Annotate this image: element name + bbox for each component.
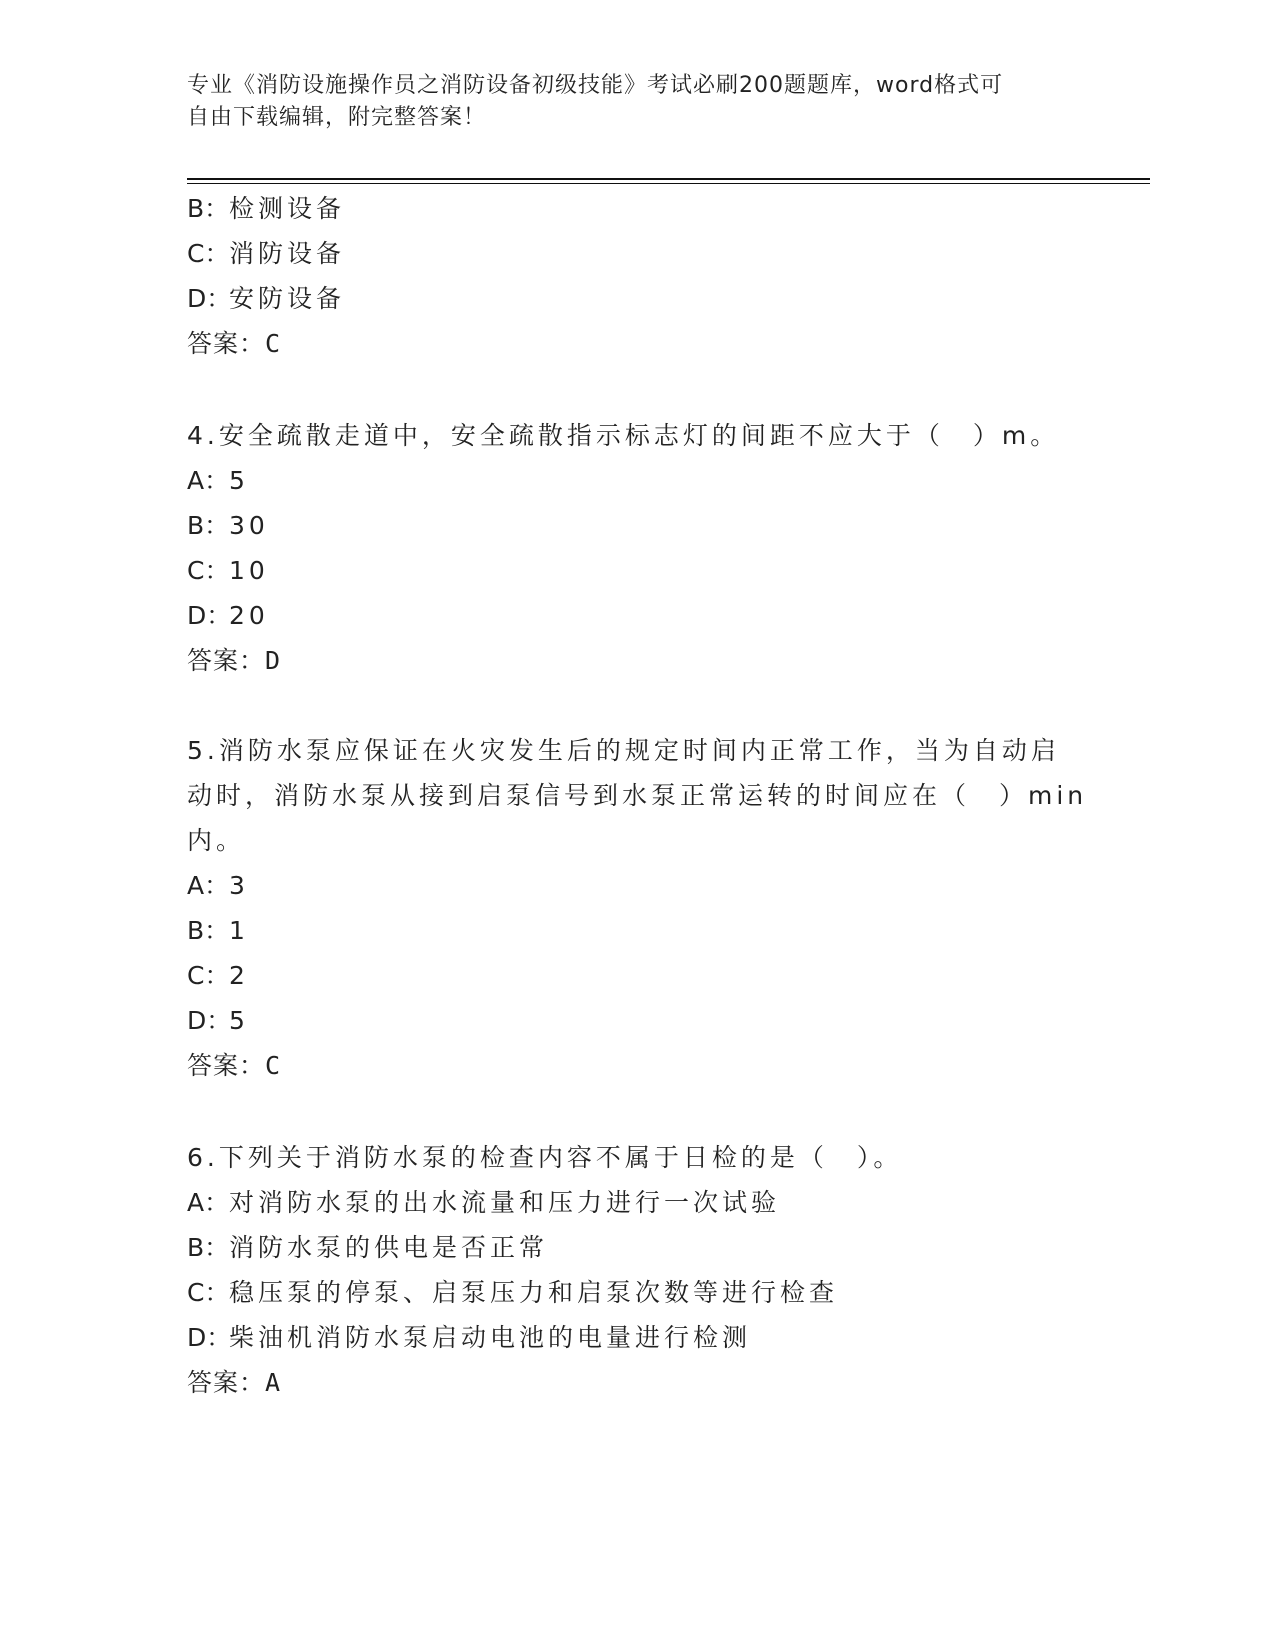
option-key: A： (187, 466, 230, 495)
option-key: B： (187, 916, 230, 945)
option-key: D： (187, 1006, 232, 1035)
option-key: C： (187, 1278, 230, 1307)
option-key: B： (187, 511, 230, 540)
q3-option-c (187, 238, 345, 270)
q6-option-c (187, 1277, 838, 1309)
q5-option-c (187, 960, 249, 992)
header-line-2: 自由下载编辑，附完整答案！ (187, 105, 487, 130)
option-text: 检测设备 (229, 194, 346, 223)
q5-option-d (187, 1005, 249, 1037)
q3-option-d (187, 283, 345, 315)
q4-option-b (187, 510, 269, 542)
option-key: B： (187, 1233, 230, 1262)
option-text: 柴油机消防水泵启动电池的电量进行检测 (229, 1323, 752, 1352)
option-text: 5 (229, 466, 249, 495)
option-key: A： (187, 1188, 230, 1217)
header-divider-thin (187, 183, 1150, 184)
q3-option-b (187, 193, 345, 225)
q6-option-b (187, 1232, 548, 1264)
option-text: 对消防水泵的出水流量和压力进行一次试验 (229, 1188, 781, 1217)
option-text: 3 (229, 871, 249, 900)
document-header (187, 70, 1067, 134)
q6-stem: 6.下列关于消防水泵的检查内容不属于日检的是（ ）。 (187, 1143, 903, 1172)
q5-option-a (187, 870, 249, 902)
option-text: 2 (229, 961, 249, 990)
q4-stem: 4.安全疏散走道中，安全疏散指示标志灯的间距不应大于（ ）m。 (187, 421, 1060, 450)
q3-answer: 答案：C (187, 329, 282, 358)
option-text: 1 (229, 916, 249, 945)
option-text: 20 (229, 601, 269, 630)
option-text: 10 (229, 556, 269, 585)
header-divider-thick (187, 178, 1150, 180)
q6-option-a (187, 1187, 780, 1219)
q6-option-d (187, 1322, 751, 1354)
option-key: C： (187, 961, 230, 990)
option-text: 消防设备 (229, 239, 346, 268)
q5-stem-line-2: 动时，消防水泵从接到启泵信号到水泵正常运转的时间应在（ ）min (187, 781, 1088, 810)
option-text: 消防水泵的供电是否正常 (229, 1233, 549, 1262)
q5-stem-line-3: 内。 (187, 826, 246, 855)
q4-option-d (187, 600, 269, 632)
q5-answer: 答案：C (187, 1051, 282, 1080)
option-key: D： (187, 284, 232, 313)
option-text: 安防设备 (229, 284, 346, 313)
option-key: C： (187, 556, 230, 585)
q4-option-c (187, 555, 269, 587)
option-text: 30 (229, 511, 269, 540)
option-key: C： (187, 239, 230, 268)
option-text: 5 (229, 1006, 249, 1035)
q4-answer: 答案：D (187, 646, 282, 675)
q5-stem-line-1: 5.消防水泵应保证在火灾发生后的规定时间内正常工作，当为自动启 (187, 736, 1060, 765)
option-key: B： (187, 194, 230, 223)
q5-option-b (187, 915, 249, 947)
q4-option-a (187, 465, 249, 497)
option-key: D： (187, 601, 232, 630)
q6-answer: 答案：A (187, 1368, 282, 1397)
option-text: 稳压泵的停泵、启泵压力和启泵次数等进行检查 (229, 1278, 839, 1307)
option-key: A： (187, 871, 230, 900)
option-key: D： (187, 1323, 232, 1352)
header-line-1: 专业《消防设施操作员之消防设备初级技能》考试必刷200题题库，word格式可 (187, 73, 1004, 98)
